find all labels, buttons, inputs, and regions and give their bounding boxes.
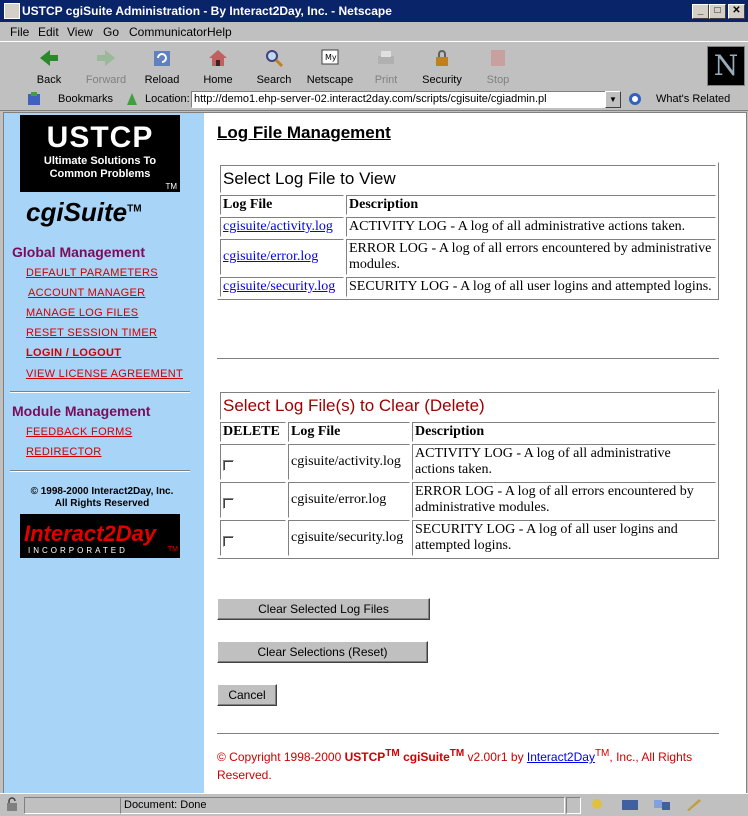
copyright-company-link[interactable]: Interact2Day [526,750,595,764]
location-label: Location: [145,93,190,105]
module-management-heading: Module Management [12,403,151,419]
progress-box [24,797,121,814]
app-icon [4,3,20,19]
logo-title: USTCP [46,121,154,154]
ustcp-logo [20,115,180,192]
sidebar-copyright [12,486,192,510]
product-name: cgiSuite [26,197,128,227]
close-button[interactable]: ✕ [728,4,745,19]
clear-security-desc: SECURITY LOG - A log of all user logins and attempted logins. [412,520,716,556]
interact2day-logo [20,514,180,558]
discussion-icon[interactable] [652,797,672,812]
back-label: Back [36,74,62,86]
clear-activity-desc: ACTIVITY LOG - A log of all administrative actions taken. [412,444,716,480]
forward-button[interactable] [79,46,133,88]
delete-security-checkbox[interactable] [223,536,234,547]
security-button[interactable] [415,46,469,88]
delete-error-checkbox[interactable] [223,498,234,509]
company-logo-word: Interact2Day [24,521,157,546]
nav-reset-session-timer[interactable]: RESET SESSION TIMER [26,327,158,339]
sidebar-copyright-line1: © 1998-2000 Interact2Day, Inc. [30,486,174,497]
back-button[interactable] [22,46,76,88]
nav-account-manager[interactable]: ACCOUNT MANAGER [28,287,146,299]
nav-default-parameters[interactable]: DEFAULT PARAMETERS [26,267,158,279]
reload-label: Reload [144,74,180,86]
copyright-cgisuite-tm: TM [449,748,465,759]
logo-tagline-1: Ultimate Solutions To [43,155,157,167]
forward-arrow-icon [95,48,117,68]
nav-view-license-agreement[interactable]: VIEW LICENSE AGREEMENT [26,368,183,380]
home-button[interactable] [191,46,245,88]
view-col-file: Log File [220,195,344,215]
bookmarks-button[interactable]: Bookmarks [58,93,114,105]
view-security-log-link[interactable]: cgisuite/security.log [223,279,336,294]
menu-file[interactable]: File [10,25,30,39]
reload-icon [151,48,173,68]
product-tm: TM [127,203,142,215]
navigation-toolbar [0,41,748,91]
netscape-label: Netscape [306,74,354,86]
sidebar-divider-2 [10,470,190,472]
clear-security-file: cgisuite/security.log [288,520,410,556]
view-log-table [217,162,719,300]
search-button[interactable] [247,46,301,88]
company-logo-sub: INCORPORATED [28,546,128,555]
location-bar [0,89,748,111]
sidebar-divider-1 [10,391,190,393]
table-row [220,520,716,556]
sidebar [4,113,204,793]
nav-login-logout[interactable]: LOGIN / LOGOUT [26,347,122,359]
logo-tagline-2: Common Problems [49,168,151,180]
whats-related-button[interactable]: What's Related [656,93,731,105]
sidebar-copyright-line2: All Rights Reserved [54,498,150,509]
print-button[interactable] [359,46,413,88]
global-management-heading: Global Management [12,244,146,260]
security-lock-icon[interactable] [5,797,19,812]
bookmarks-icon [26,91,44,107]
lock-icon [431,48,453,68]
clear-error-desc: ERROR LOG - A log of all errors encountered by administrative modules. [412,482,716,518]
url-dropdown-icon[interactable]: ▼ [605,91,621,108]
company-logo-tm: TM [167,546,178,553]
delete-activity-checkbox[interactable] [223,460,234,471]
product-logo [26,197,142,228]
stop-icon [487,48,509,68]
netscape-logo: N [707,46,745,86]
cancel-button[interactable]: Cancel [217,684,277,706]
page-content [3,112,747,794]
copyright-ustcp-tm: TM [385,748,400,759]
navigator-icon[interactable] [588,797,606,812]
clear-col-delete: DELETE [220,422,286,442]
window-title: USTCP cgiSuite Administration - By Interact2Day, Inc. - Netscape [22,4,392,18]
reset-selections-button[interactable]: Clear Selections (Reset) [217,641,428,663]
section-separator [217,358,719,360]
clear-log-table [217,389,719,559]
footer-separator [217,733,719,735]
copyright-ustcp: USTCP [344,750,386,764]
title-bar [0,0,748,22]
search-icon [263,48,285,68]
status-divider [566,797,581,814]
url-input[interactable]: http://demo1.ehp-server-02.interact2day.com/scripts/cgisuite/cgiadmin.pl [191,91,607,108]
status-text: Document: Done [120,797,565,814]
home-icon [207,48,229,68]
menu-view[interactable]: View [67,25,93,39]
copyright-suffix: , Inc., All Rights Reserved. [217,750,693,782]
view-error-desc: ERROR LOG - A log of all errors encountered by administrative modules. [346,239,716,275]
home-label: Home [203,74,233,86]
page-title: Log File Management [217,123,391,142]
view-activity-log-link[interactable]: cgisuite/activity.log [223,219,333,234]
netscape-button[interactable] [303,46,357,88]
menu-go[interactable]: Go [103,25,120,39]
view-error-log-link[interactable]: cgisuite/error.log [223,249,319,264]
table-row [220,444,716,480]
svg-text:My: My [325,53,337,62]
security-label: Security [422,74,462,86]
view-activity-desc: ACTIVITY LOG - A log of all administrative actions taken. [346,217,716,237]
clear-col-desc: Description [412,422,716,442]
composer-icon[interactable] [684,797,704,812]
location-icon [124,91,140,107]
menu-bar [0,22,748,41]
clear-table-heading: Select Log File(s) to Clear (Delete) [220,392,716,420]
netscape-my-icon [319,48,341,68]
clear-error-file: cgisuite/error.log [288,482,410,518]
clear-selected-button[interactable]: Clear Selected Log Files [217,598,430,620]
stop-button[interactable] [471,46,525,88]
copyright-cgisuite: cgiSuite [403,750,450,764]
maximize-button[interactable]: □ [709,4,726,19]
minimize-button[interactable]: _ [692,4,709,19]
status-bar [0,793,748,816]
print-label: Print [374,74,398,86]
clear-col-file: Log File [288,422,410,442]
view-col-desc: Description [346,195,716,215]
table-row [220,217,716,237]
view-security-desc: SECURITY LOG - A log of all user logins and attempted logins. [346,277,716,297]
copyright-company-tm: TM [594,748,610,759]
table-row [220,482,716,518]
forward-label: Forward [85,74,127,86]
menu-edit[interactable]: Edit [38,25,59,39]
whats-related-icon [626,91,644,107]
logo-tm: TM [165,182,177,191]
mail-icon[interactable] [620,797,640,812]
copyright-prefix: © Copyright 1998-2000 [217,750,345,764]
search-label: Search [256,74,292,86]
stop-label: Stop [486,74,510,86]
print-icon [375,48,397,68]
back-arrow-icon [38,48,60,68]
copyright-version: v2.00r1 by [464,750,527,764]
reload-button[interactable] [135,46,189,88]
table-row [220,239,716,275]
view-table-heading: Select Log File to View [220,165,716,193]
menu-help[interactable]: Help [207,25,232,39]
menu-communicator[interactable]: Communicator [129,25,208,39]
nav-manage-log-files[interactable]: MANAGE LOG FILES [26,307,139,319]
nav-redirector[interactable]: REDIRECTOR [26,446,102,458]
clear-activity-file: cgisuite/activity.log [288,444,410,480]
table-row [220,277,716,297]
nav-feedback-forms[interactable]: FEEDBACK FORMS [26,426,133,438]
footer-copyright [217,745,717,784]
